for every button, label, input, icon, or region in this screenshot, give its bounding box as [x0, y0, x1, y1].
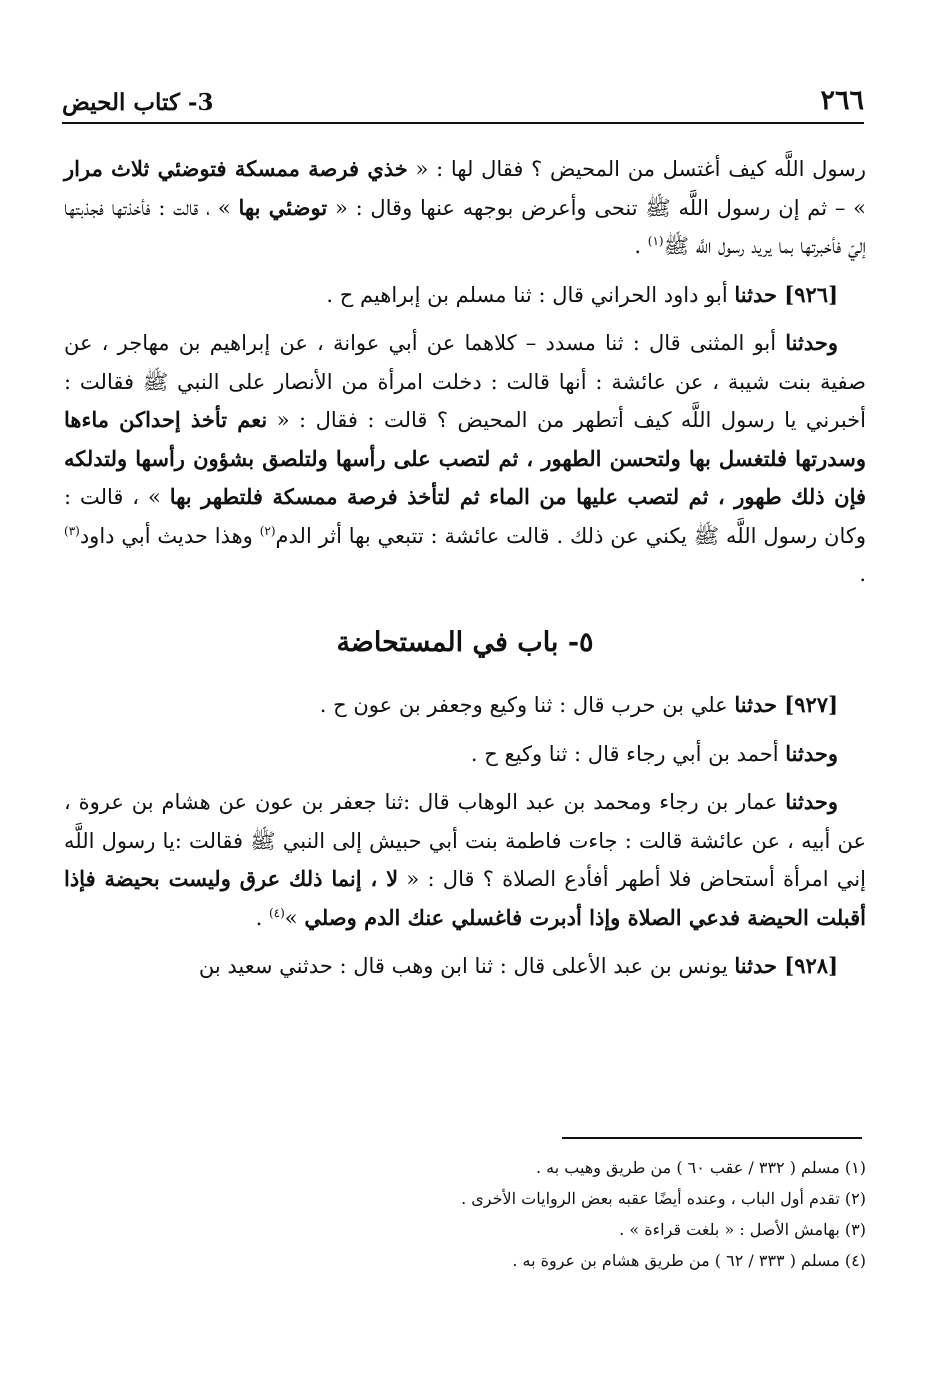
footnote-2: (٢) تقدم أول الباب ، وعنده أيضًا عقبه بعض الروايات الأخرى . [461, 1189, 866, 1208]
footnote-3: (٣) بهامش الأصل : « بلغت قراءة » . [619, 1220, 866, 1239]
main-text [64, 150, 866, 996]
running-title: 3- كتاب الحيض [62, 89, 214, 116]
text-run: رسول اللَّه كيف أغتسل من المحيض ؟ فقال لها : « [407, 157, 867, 181]
footnote-marker: (٢) [259, 523, 276, 538]
narration-lead: وحدثنا [785, 789, 838, 814]
footnote-divider [562, 1137, 862, 1139]
text-run: » ، قالت : فأخذتها فجذبتها إليّ فأخبرتها بما يريد رسول اللَّه ﷺ [64, 195, 866, 258]
hadith-927-chain-2 [64, 783, 866, 937]
footnote-marker: (٣) [64, 523, 80, 538]
hadith-quote: توضئي بها [238, 194, 328, 220]
narration-lead: وحدثنا [785, 330, 838, 355]
narration-lead: وحدثنا [785, 740, 838, 766]
hadith-927 [64, 686, 866, 725]
hadith-927-chain-1 [64, 735, 866, 774]
page-number: ٢٦٦ [820, 85, 864, 116]
text-run: علي بن حرب قال : ثنا وكيع وجعفر بن عون ح . [319, 693, 735, 717]
paragraph-continuation [64, 150, 866, 266]
hadith-928 [64, 947, 866, 986]
hadith-926-chain [64, 324, 866, 594]
text-run: عمار بن رجاء ومحمد بن عبد الوهاب قال :ثنا جعفر بن عون عن هشام بن عروة ، عن أبيه ، عن عائشة قالت : جاءت فاطمة بنت أبي حبيش إلى النبي ﷺ فقالت :يا رسول اللَّه إني امرأة أستحاض فلا أطهر أفأدع الصلاة ؟ قال : « [64, 790, 866, 891]
footnote-marker: (١) [647, 234, 664, 248]
text-run: » – ثم إن رسول اللَّه ﷺ تنحى وأعرض بوجهه عنها وقال : « [327, 195, 867, 220]
hadith-quote: نعم تأخذ إحداكن ماءها وسدرتها فلتغسل بها ولتحسن الطهور ، ثم لتصب على رأسها ولتلصق بشؤون رأسها ولتدلكه فإن ذلك طهور ، ثم لتصب عليها من الماء ثم لتأخذ فرصة ممسكة فلتطهر بها [64, 407, 867, 509]
text-run: . [255, 905, 269, 930]
page-header [62, 84, 864, 124]
text-run: . [859, 562, 866, 586]
chapter-heading: ٥- باب في المستحاضة [336, 626, 594, 658]
footnote-4: (٤) مسلم ( ٣٣٣ / ٦٢ ) من طريق هشام بن عروة به . [512, 1251, 866, 1270]
footnotes [64, 1152, 866, 1276]
text-run: » [284, 905, 305, 930]
text-run: يونس بن عبد الأعلى قال : ثنا ابن وهب قال : حدثني سعيد بن [198, 954, 735, 978]
hadith-number: [٩٢٦] حدثنا [734, 281, 838, 307]
footnote-1: (١) مسلم ( ٣٣٢ / عقب ٦٠ ) من طريق وهيب به . [535, 1158, 866, 1177]
hadith-number: [٩٢٧] حدثنا [734, 692, 838, 717]
hadith-quote: لا ، إنما ذلك عرق وليست بحيضة فإذا أقبلت الحيضة فدعي الصلاة وإذا أدبرت فاغسلي عنك الدم وصلي [64, 866, 866, 930]
text-run: . [634, 234, 648, 258]
hadith-926 [64, 276, 866, 315]
hadith-quote: خذي فرصة ممسكة فتوضئي ثلاث مرار [64, 156, 408, 181]
footnote-marker: (٤) [268, 905, 285, 920]
hadith-number: [٩٢٨] حدثنا [734, 953, 838, 978]
text-run: وهذا حديث أبي داود [79, 523, 260, 548]
text-run: أحمد بن أبي رجاء قال : ثنا وكيع ح . [470, 741, 786, 766]
text-run: » ، قالت : وكان رسول اللَّه ﷺ يكني عن ذلك . قالت عائشة : تتبعي بها أثر الدم [64, 485, 867, 548]
text-run: أبو المثنى قال : ثنا مسدد – كلاهما عن أبي عوانة ، عن إبراهيم بن مهاجر ، عن صفية بنت شيبة ، عن عائشة : أنها قالت : دخلت امرأة من الأنصار على النبي ﷺ فقالت : أخبرني يا رسول اللَّه كيف أتطهر من المحيض ؟ قالت : فقال : « [64, 331, 866, 432]
text-run: أبو داود الحراني قال : ثنا مسلم بن إبراهيم ح . [326, 282, 735, 307]
